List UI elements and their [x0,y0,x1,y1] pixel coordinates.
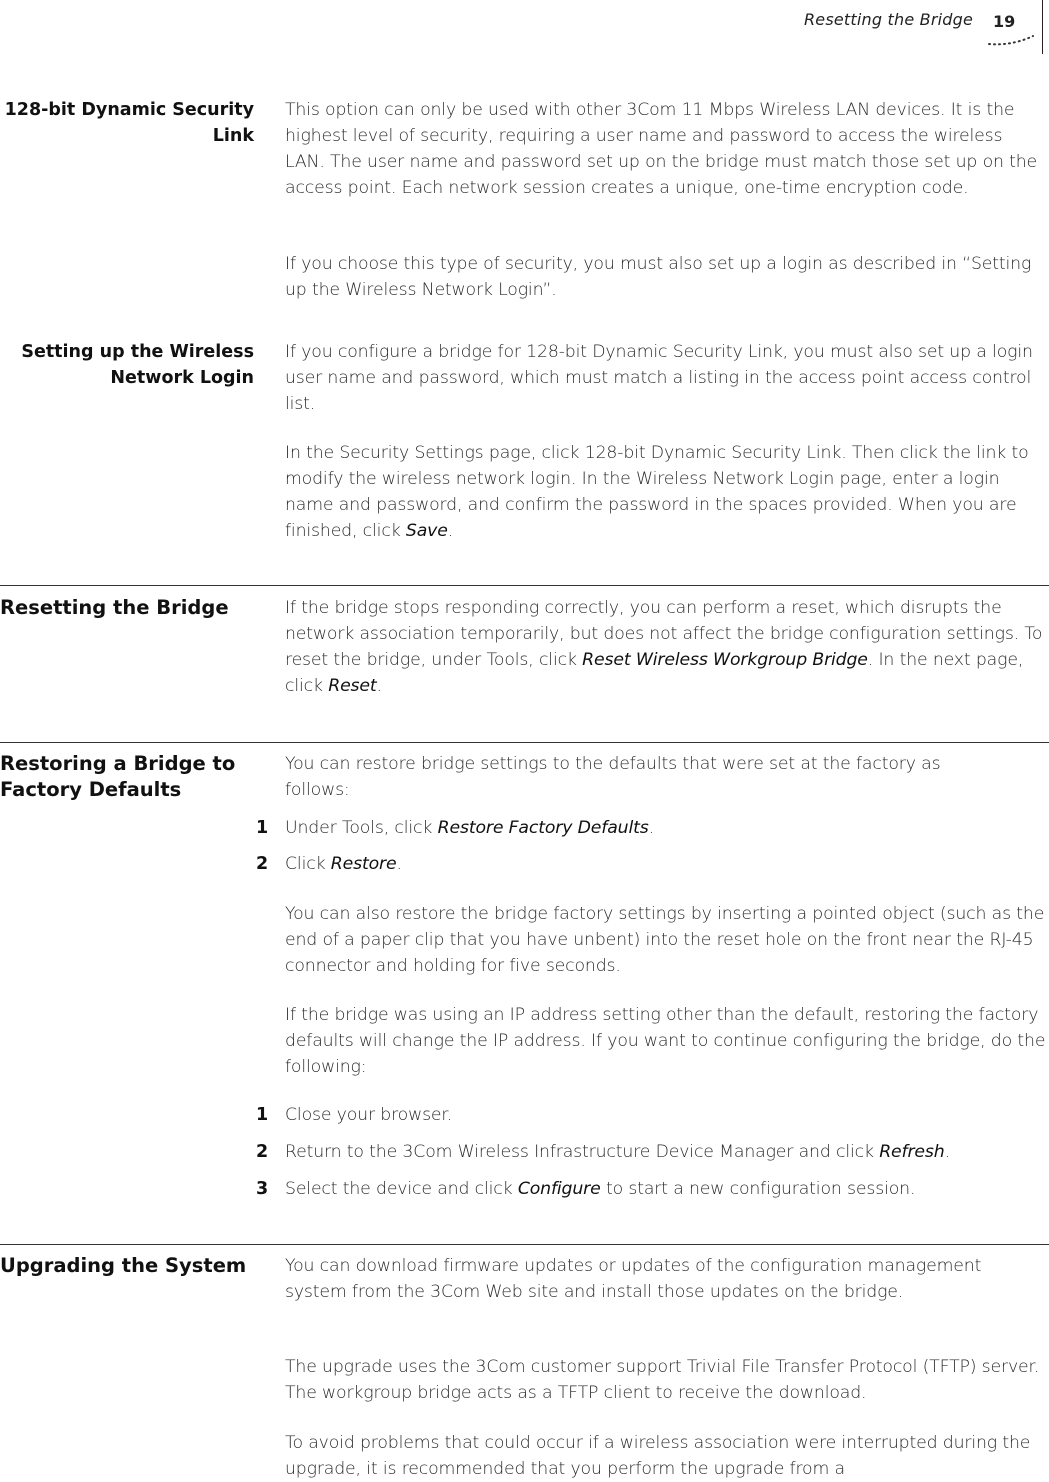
step-label: Return to the 3Com Wireless Infrastructure Device Manager and click [285,1142,880,1162]
section-divider [0,1244,1049,1245]
step-end: to start a new configuration session. [600,1179,916,1199]
restore-hardware-paragraph: You can also restore the bridge factory settings by inserting a pointed object (such as the end of a paper clip that you have unbent) into the reset hole on the front near the RJ-45 connector and holding for five seconds. [285,904,1045,976]
step-text [285,1102,1047,1128]
dsl-heading [0,97,254,149]
step-text [285,1176,1047,1202]
login-p2-end: . [447,521,454,541]
step-text [285,815,1047,841]
reset-heading: Resetting the Bridge [0,596,229,619]
dsl-paragraph-1: This option can only be used with other 3Com 11 Mbps Wireless LAN devices. It is the highest level of security, requiring a user name and password to access the wireless LAN. The user name and password set up on the bridge must match those set up on the access point. Each network session creates a unique, one-time encryption code. [285,100,1038,198]
upgrade-paragraph-3: To avoid problems that could occur if a wireless association were interrupted during the upgrade, it is recommended that you perform the upgrade from a [285,1433,1031,1479]
step-label: Click [285,854,331,874]
step-number: 3 [256,1179,269,1199]
login-heading-line2: Network Login [110,368,254,388]
reset-workgroup-bridge-command: Reset Wireless Workgroup Bridge [582,650,868,670]
restore-command: Restore [330,854,397,874]
step-text [285,851,1047,877]
restore-intro: You can restore bridge settings to the defaults that were set at the factory as follows: [285,754,941,800]
reset-p1-end: . [376,676,382,696]
step-label: Close your browser. [285,1105,453,1125]
upgrade-paragraph-1: You can download firmware updates or updates of the configuration management system from the 3Com Web site and install those updates on the bridge. [285,1256,982,1302]
upgrade-paragraph-2: The upgrade uses the 3Com customer support Trivial File Transfer Protocol (TFTP) server. The workgroup bridge acts as a TFTP client to receive the download. [285,1357,1040,1403]
restore-ip-paragraph: If the bridge was using an IP address setting other than the default, restoring the factory defaults will change the IP address. If you want to continue configuring the bridge, do the following: [285,1005,1046,1077]
step-number: 1 [256,818,269,838]
section-divider [0,742,1049,743]
step-text [285,1139,1047,1165]
upgrade-heading: Upgrading the System [0,1254,247,1277]
reset-p1-text: If the bridge stops responding correctly, you can perform a reset, which disrupts the network association temporarily, but does not affect the bridge configuration settings. To reset the bridge, under Tools, click [285,598,1043,670]
section-divider [0,585,1049,586]
step-end: . [648,818,654,838]
dsl-heading-line2: Link [212,126,254,146]
configure-command: Configure [517,1179,601,1199]
step-number: 2 [256,854,269,874]
dsl-paragraph-2: If you choose this type of security, you must also set up a login as described in “Setting up the Wireless Network Login”. [285,254,1032,300]
page-corner-dots-icon [987,30,1037,48]
reset-command: Reset [328,676,377,696]
page-tab [985,0,1043,54]
reset-paragraph [285,595,1047,699]
step-end: . [944,1142,950,1162]
login-heading [0,339,254,391]
login-heading-line1: Setting up the Wireless [21,342,254,362]
restore-heading [0,751,235,803]
page-number: 19 [993,12,1016,31]
step-end: . [396,854,402,874]
step-number: 2 [256,1142,269,1162]
refresh-command: Refresh [879,1142,945,1162]
login-paragraph-1: If you configure a bridge for 128-bit Dynamic Security Link, you must also set up a login user name and password, which must match a listing in the access point access control list. [285,342,1033,414]
restore-heading-line2: Factory Defaults [0,778,182,801]
dsl-heading-line1: 128-bit Dynamic Security [4,100,254,120]
running-header-title: Resetting the Bridge [803,10,973,29]
restore-heading-line1: Restoring a Bridge to [0,752,236,775]
login-paragraph-2 [285,440,1047,544]
reset-p1-mid: . In the next page, click [285,650,1024,696]
save-command: Save [405,521,448,541]
step-number: 1 [256,1105,269,1125]
step-label: Under Tools, click [285,818,438,838]
restore-factory-defaults-command: Restore Factory Defaults [437,818,649,838]
login-p2-text: In the Security Settings page, click 128-bit Dynamic Security Link. Then click the link to modify the wireless network login. In the Wireless Network Login page, enter a login name and password, and confirm the password in the spaces provided. When you are finished, click [285,443,1029,541]
step-label: Select the device and click [285,1179,518,1199]
